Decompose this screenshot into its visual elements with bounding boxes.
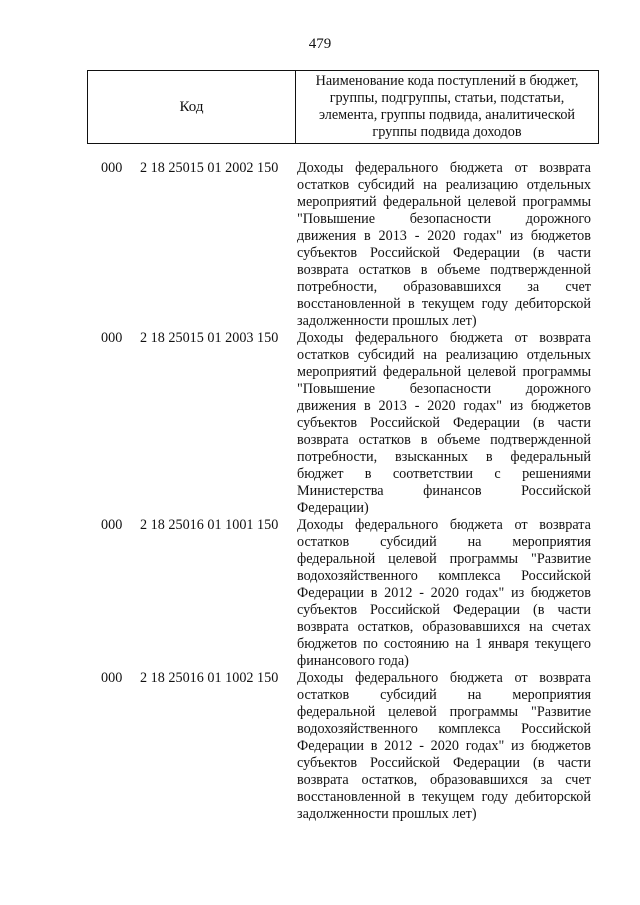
description-line: федеральной целевой программы "Развитие xyxy=(297,551,591,567)
admin-code: 000 xyxy=(101,670,123,686)
description-line: возврата остатков в объеме подтвержденной xyxy=(297,432,591,448)
description-line: остатков субсидий на мероприятия xyxy=(297,534,591,550)
description-line: субъектов Российской Федерации (в части xyxy=(297,755,591,771)
description-line: Федерации в 2012 - 2020 годах" из бюджетов xyxy=(297,738,591,754)
description-line: Доходы федерального бюджета от возврата xyxy=(297,517,591,533)
description-line: Доходы федерального бюджета от возврата xyxy=(297,670,591,686)
description-line: остатков субсидий на реализацию отдельных xyxy=(297,177,591,193)
description-line: субъектов Российской Федерации (в части xyxy=(297,415,591,431)
table-row xyxy=(0,670,640,823)
description-line: федеральной целевой программы "Развитие xyxy=(297,704,591,720)
description-line: "Повышение безопасности дорожного xyxy=(297,381,591,397)
description-line: остатков субсидий на мероприятия xyxy=(297,687,591,703)
income-code: 2 18 25016 01 1002 150 xyxy=(140,670,279,686)
description-line: "Повышение безопасности дорожного xyxy=(297,211,591,227)
description-line: Министерства финансов Российской xyxy=(297,483,591,499)
income-description xyxy=(297,160,591,330)
description-line: Доходы федерального бюджета от возврата xyxy=(297,330,591,346)
description-line: остатков субсидий на реализацию отдельных xyxy=(297,347,591,363)
table-row xyxy=(0,160,640,330)
income-codes-list xyxy=(0,160,640,823)
description-line: субъектов Российской Федерации (в части xyxy=(297,602,591,618)
income-description xyxy=(297,330,591,517)
description-line: потребности, образовавшихся за счет xyxy=(297,279,591,295)
income-description xyxy=(297,670,591,823)
name-column-header: Наименование кода поступлений в бюджет, группы, подгруппы, статьи, подстатьи, элемента, группы подвида, аналитической группы подвида доходов xyxy=(315,73,579,140)
description-line: бюджетов по состоянию на 1 января текущего xyxy=(297,636,591,652)
income-code: 2 18 25015 01 2002 150 xyxy=(140,160,279,176)
description-line: Доходы федерального бюджета от возврата xyxy=(297,160,591,176)
table-row xyxy=(0,517,640,670)
code-column-header: Код xyxy=(88,71,296,143)
description-line: движения в 2013 - 2020 годах" из бюджетов xyxy=(297,228,591,244)
description-line: Федерации) xyxy=(297,500,369,516)
description-line: восстановленной в текущем году дебиторской xyxy=(297,789,591,805)
income-description xyxy=(297,517,591,670)
description-line: водохозяйственного комплекса Российской xyxy=(297,721,591,737)
description-line: задолженности прошлых лет) xyxy=(297,313,477,329)
admin-code: 000 xyxy=(101,160,123,176)
table-header xyxy=(87,70,599,144)
description-line: бюджет в соответствии с решениями xyxy=(297,466,591,482)
description-line: Федерации в 2012 - 2020 годах" из бюджетов xyxy=(297,585,591,601)
income-code: 2 18 25016 01 1001 150 xyxy=(140,517,279,533)
description-line: мероприятий федеральной целевой программы xyxy=(297,194,591,210)
description-line: возврата остатков в объеме подтвержденной xyxy=(297,262,591,278)
table-row xyxy=(0,330,640,517)
description-line: мероприятий федеральной целевой программы xyxy=(297,364,591,380)
description-line: возврата остатков, образовавшихся на счетах xyxy=(297,619,591,635)
description-line: возврата остатков, образовавшихся за счет xyxy=(297,772,591,788)
description-line: водохозяйственного комплекса Российской xyxy=(297,568,591,584)
page-number: 479 xyxy=(308,36,332,52)
description-line: восстановленной в текущем году дебиторской xyxy=(297,296,591,312)
income-code: 2 18 25015 01 2003 150 xyxy=(140,330,279,346)
description-line: задолженности прошлых лет) xyxy=(297,806,477,822)
admin-code: 000 xyxy=(101,517,123,533)
description-line: субъектов Российской Федерации (в части xyxy=(297,245,591,261)
description-line: потребности, взысканных в федеральный xyxy=(297,449,591,465)
description-line: движения в 2013 - 2020 годах" из бюджетов xyxy=(297,398,591,414)
admin-code: 000 xyxy=(101,330,123,346)
description-line: финансового года) xyxy=(297,653,409,669)
